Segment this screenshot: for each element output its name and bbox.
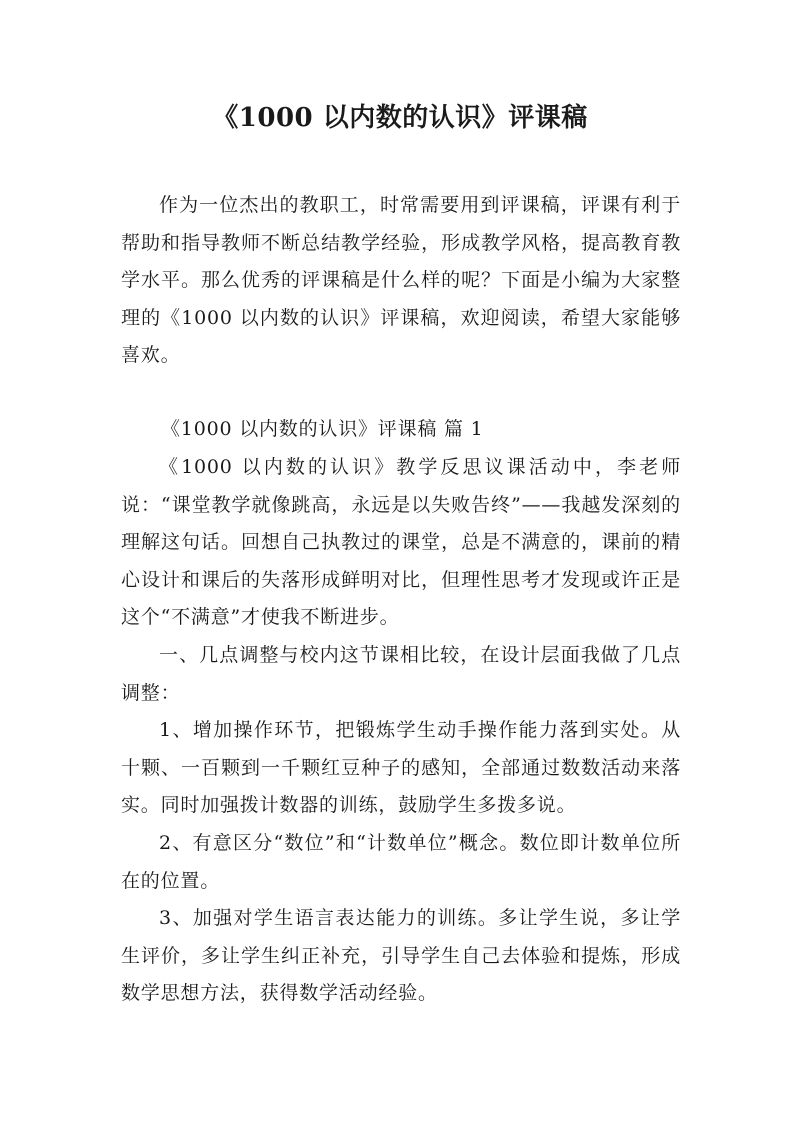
intro-paragraph: 作为一位杰出的教职工，时常需要用到评课稿，评课有利于帮助和指导教师不断总结教学经验，形成教学风格，提高教育教学水平。那么优秀的评课稿是什么样的呢？下面是小编为大家整理的《1000 以内数的认识》评课稿，欢迎阅读，希望大家能够喜欢。 bbox=[121, 194, 681, 366]
body-paragraph-4: 2、有意区分“数位”和“计数单位”概念。数位即计数单位所在的位置。 bbox=[121, 832, 681, 892]
body-paragraph-5: 3、加强对学生语言表达能力的训练。多让学生说，多让学生评价，多让学生纠正补充，引导学生自己去体验和提炼，形成数学思想方法，获得数学活动经验。 bbox=[121, 907, 681, 1004]
section-heading: 《1000 以内数的认识》评课稿 篇 1 bbox=[161, 418, 484, 440]
document-title: 《1000 以内数的认识》评课稿 bbox=[212, 103, 588, 133]
body-paragraph-1: 《1000 以内数的认识》教学反思议课活动中，李老师说：“课堂教学就像跳高，永远是以失败告终”——我越发深刻的理解这句话。回想自己执教过的课堂，总是不满意的，课前的精心设计和课后的失落形成鲜明对比，但理性思考才发现或许正是这个“不满意”才使我不断进步。 bbox=[121, 456, 681, 628]
body-paragraph-2: 一、几点调整与校内这节课相比较，在设计层面我做了几点调整： bbox=[121, 644, 681, 704]
body-paragraph-3: 1、增加操作环节，把锻炼学生动手操作能力落到实处。从十颗、一百颗到一千颗红豆种子的感知，全部通过数数活动来落实。同时加强拨计数器的训练，鼓励学生多拨多说。 bbox=[121, 719, 681, 816]
